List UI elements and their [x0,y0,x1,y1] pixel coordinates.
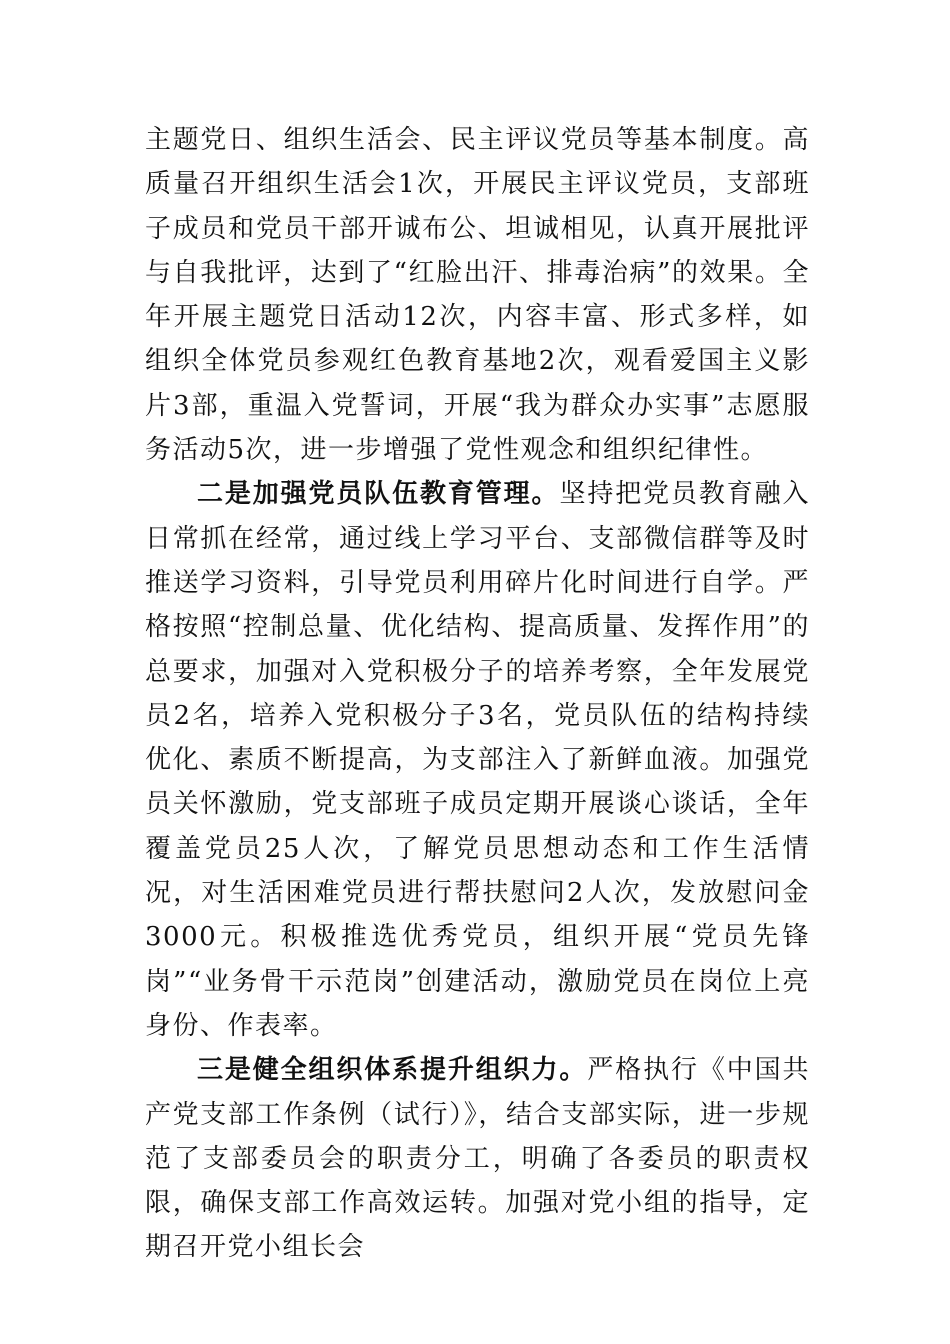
paragraph-3 [145,1048,810,1269]
paragraph-1-text: 主题党日、组织生活会、民主评议党员等基本制度。高质量召开组织生活会1次，开展民主评议党员，支部班子成员和党员干部开诚布公、坦诚相见，认真开展批评与自我批评，达到了“红脸出汗、排毒治病”的效果。全年开展主题党日活动12次，内容丰富、形式多样，如组织全体党员参观红色教育基地2次，观看爱国主义影片3部，重温入党誓词，开展“我为群众办实事”志愿服务活动5次，进一步增强了党性观念和组织纪律性。 [145,125,810,466]
paragraph-3-heading: 三是健全组织体系提升组织力。 [197,1055,588,1086]
paragraph-2-heading: 二是加强党员队伍教育管理。 [197,479,560,510]
paragraph-1 [145,118,810,472]
paragraph-2-text: 坚持把党员教育融入日常抓在经常，通过线上学习平台、支部微信群等及时推送学习资料，引导党员利用碎片化时间进行自学。严格按照“控制总量、优化结构、提高质量、发挥作用”的总要求，加强对入党积极分子的培养考察，全年发展党员2名，培养入党积极分子3名，党员队伍的结构持续优化、素质不断提高，为支部注入了新鲜血液。加强党员关怀激励，党支部班子成员定期开展谈心谈话，全年覆盖党员25人次，了解党员思想动态和工作生活情况，对生活困难党员进行帮扶慰问2人次，发放慰问金3000元。积极推选优秀党员，组织开展“党员先锋岗”“业务骨干示范岗”创建活动，激励党员在岗位上亮身份、作表率。 [145,479,810,1041]
paragraph-3-text: 严格执行《中国共产党支部工作条例（试行）》，结合支部实际，进一步规范了支部委员会的职责分工，明确了各委员的职责权限，确保支部工作高效运转。加强对党小组的指导，定期召开党小组长会 [145,1055,810,1263]
paragraph-2 [145,472,810,1048]
document-body [145,118,810,1270]
